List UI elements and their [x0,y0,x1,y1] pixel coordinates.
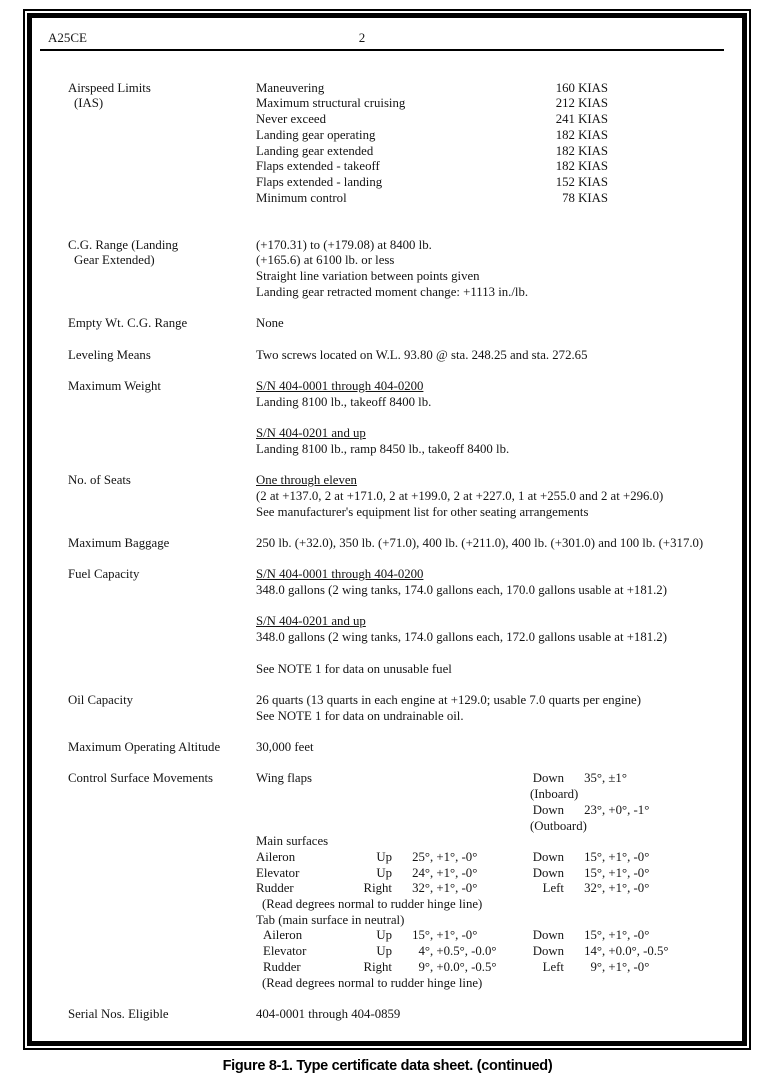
surface-row: Elevator Up 24°, +1°, -0° Down 15°, +1°, -0° [256,865,650,880]
page-border [23,9,751,1050]
seats-value: One through eleven (2 at +137.0, 2 at +171.0, 2 at +199.0, 2 at +227.0, 1 at +255.0 and 2 at +296.0) See manufacturer's equipment list for other seating arrangements [256,473,664,519]
tab-surface-row: Aileron Up 15°, +1°, -0° Down 15°, +1°, -0° [263,928,650,943]
page-border-inner [27,13,747,1046]
section-control-surface-movements: Control Surface Movements Wing flaps Down 35°, ±1° (Inboard) Down 23°, +0°, -1° (Outboard) Main surfaces Aileron Up 25°, +1°, -0° Down 15°, +1°, -0° Elevator Up 24°, +1°, -0° Down 15°, +1°, -0° Rudder Right 32°, +1°, -0° Left 32°, +1°, -0° (Read degrees normal to rudder hinge line) Tab (main surface in neutral) Aileron Up 15°, +1°, -0° Down 15°, +1°, -0° Elevator Up 4°, +0.5°, -0.0° Down 14°, +0.0°, -0.5° Rudder Right 9°, +0.0°, -0.5° Left 9°, +1°, -0° (Read degrees normal to rudder hinge line) [68,771,728,991]
page-header [40,30,724,51]
cg-range-value: (+170.31) to (+179.08) at 8400 lb. (+165.6) at 6100 lb. or less Straight line variation between points given Landing gear retracted moment change: +1113 in./lb. [256,237,529,299]
section-leveling-means: Leveling Means Two screws located on W.L. 93.80 @ sta. 248.25 and sta. 272.65 [68,347,588,362]
rudder-hinge-note: (Read degrees normal to rudder hinge line) [262,975,483,990]
section-fuel-capacity: Fuel Capacity S/N 404-0001 through 404-0200 348.0 gallons (2 wing tanks, 174.0 gallons each, 170.0 gallons usable at +181.2) S/N 404-0201 and up 348.0 gallons (2 wing tanks, 174.0 gallons each, 172.0 gallons usable at +181.2) See NOTE 1 for data on unusable fuel [68,567,728,677]
airspeed-label: Airspeed Limits (IAS) [68,80,151,111]
section-no-of-seats: No. of Seats One through eleven (2 at +137.0, 2 at +171.0, 2 at +199.0, 2 at +227.0, 1 at +255.0 and 2 at +296.0) See manufacturer's equipment list for other seating arrangements [68,473,728,520]
document-id: A25CE [48,30,87,45]
main-surfaces-heading: Main surfaces [256,834,329,849]
airspeed-row: Flaps extended - landing 152 KIAS [256,174,608,189]
page-number: 2 [358,30,366,45]
wing-flaps-location-row: (Inboard) [530,787,579,802]
wing-flaps-location-row: (Outboard) [530,818,587,833]
airspeed-row: Maximum structural cruising 212 KIAS [256,96,608,111]
oil-capacity-value: 26 quarts (13 quarts in each engine at +129.0; usable 7.0 quarts per engine) See NOTE 1 for data on undrainable oil. [256,692,641,723]
section-airspeed-limits [68,81,728,207]
airspeed-row: Minimum control 78 KIAS [256,190,608,205]
surface-row: Aileron Up 25°, +1°, -0° Down 15°, +1°, -0° [256,849,650,864]
airspeed-row: Never exceed 241 KIAS [256,112,608,127]
section-serial-nos-eligible: Serial Nos. Eligible 404-0001 through 404-0859 [68,1006,401,1021]
airspeed-table [256,81,608,207]
rudder-hinge-note: (Read degrees normal to rudder hinge line) [262,897,483,912]
control-surface-table [256,771,728,991]
fuel-note: See NOTE 1 for data on unusable fuel [256,661,452,676]
wing-flaps-row: Wing flaps Down 35°, ±1° [256,771,627,786]
serial-range-heading: S/N 404-0201 and up [256,426,366,441]
fuel-capacity-value: S/N 404-0001 through 404-0200 348.0 gallons (2 wing tanks, 174.0 gallons each, 170.0 gallons usable at +181.2) S/N 404-0201 and up 348.0 gallons (2 wing tanks, 174.0 gallons each, 172.0 gallons usable at +181.2) See NOTE 1 for data on unusable fuel [256,567,728,677]
tab-surface-row: Rudder Right 9°, +0.0°, -0.5° Left 9°, +1°, -0° [263,959,650,974]
tab-surface-row: Elevator Up 4°, +0.5°, -0.0° Down 14°, +0.0°, -0.5° [263,944,669,959]
page-body [68,81,728,1023]
airspeed-row: Landing gear extended 182 KIAS [256,143,608,158]
section-empty-wt-cg-range: Empty Wt. C.G. Range None [68,316,284,331]
airspeed-row: Maneuvering 160 KIAS [256,80,608,95]
figure-caption: Figure 8-1. Type certificate data sheet. (continued) [222,1058,553,1074]
cg-range-label: C.G. Range (Landing Gear Extended) [68,237,179,268]
section-maximum-baggage: Maximum Baggage 250 lb. (+32.0), 350 lb. (+71.0), 400 lb. (+211.0), 400 lb. (+301.0) and 100 lb. (+317.0) [68,535,704,550]
maximum-weight-value: S/N 404-0001 through 404-0200 Landing 8100 lb., takeoff 8400 lb. S/N 404-0201 and up Landing 8100 lb., ramp 8450 lb., takeoff 8400 lb. [256,379,728,458]
tab-heading: Tab (main surface in neutral) [256,912,405,927]
serial-range-heading: S/N 404-0001 through 404-0200 [256,567,424,582]
serial-range-heading: S/N 404-0201 and up [256,614,366,629]
serial-range-heading: S/N 404-0001 through 404-0200 [256,378,424,393]
surface-row: Rudder Right 32°, +1°, -0° Left 32°, +1°, -0° [256,881,650,896]
section-maximum-weight: Maximum Weight S/N 404-0001 through 404-0200 Landing 8100 lb., takeoff 8400 lb. S/N 404-0201 and up Landing 8100 lb., ramp 8450 lb., takeoff 8400 lb. [68,379,728,458]
airspeed-row: Landing gear operating 182 KIAS [256,127,608,142]
section-max-operating-altitude: Maximum Operating Altitude 30,000 feet [68,740,314,755]
wing-flaps-row: Down 23°, +0°, -1° [532,802,650,817]
airspeed-row: Flaps extended - takeoff 182 KIAS [256,159,608,174]
section-cg-range [68,238,728,301]
section-oil-capacity: Oil Capacity 26 quarts (13 quarts in each engine at +129.0; usable 7.0 quarts per engine) See NOTE 1 for data on undrainable oil. [68,693,728,724]
